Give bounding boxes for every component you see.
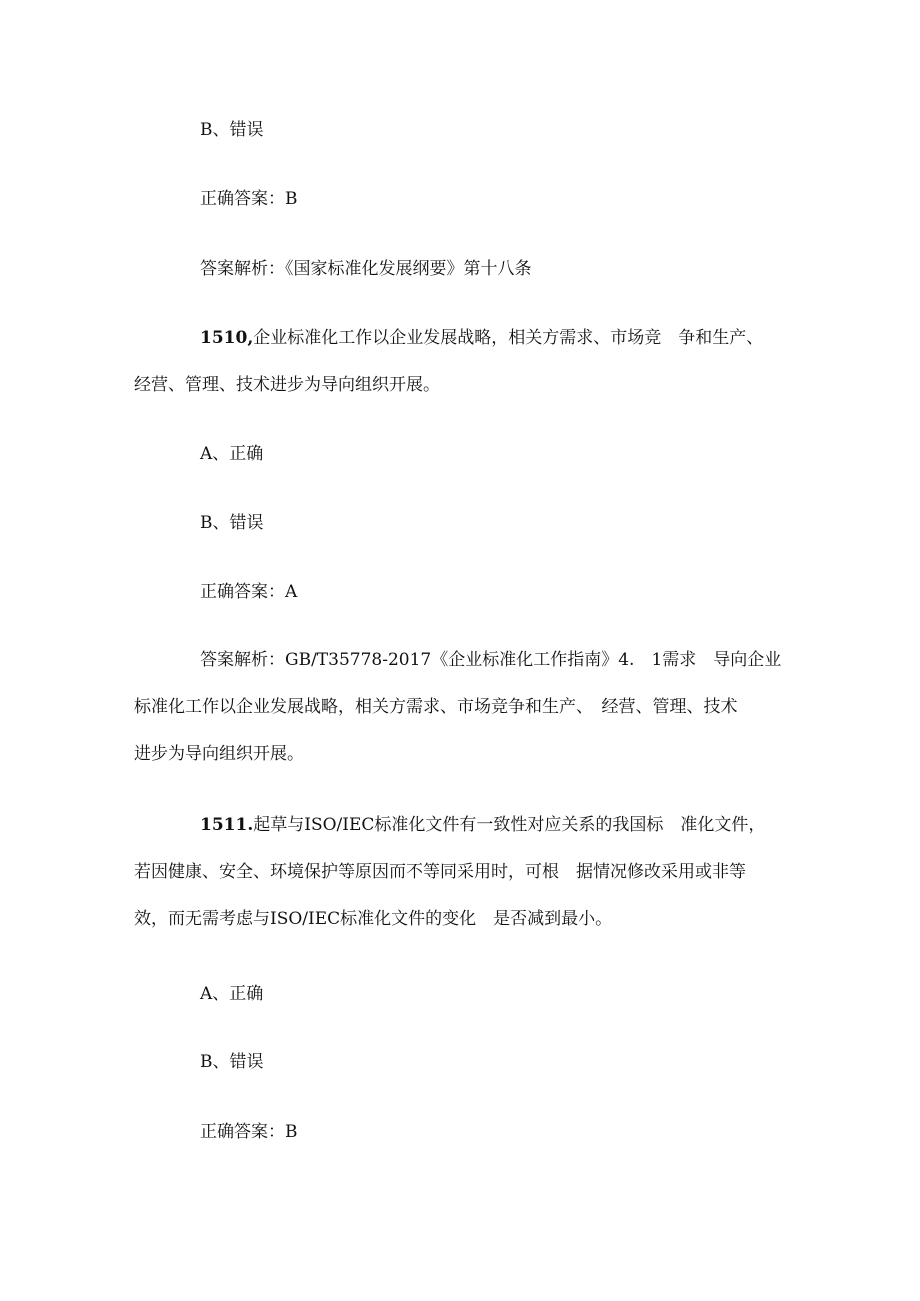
question-text-line: 经营、管理、技术进步为导向组织开展。	[134, 375, 440, 395]
question-1511	[134, 802, 794, 943]
correct-answer: 正确答案：B	[200, 189, 298, 209]
explanation-text-line: 答案解析：GB/T35778-2017《企业标准化工作指南》4. 1需求 导向企业	[200, 650, 782, 670]
explanation-text-line: 标准化工作以企业发展战略，相关方需求、市场竞争和生产、 经营、管理、技术	[134, 697, 738, 717]
question-first-line	[134, 802, 794, 849]
question-1510	[134, 315, 794, 409]
option-b: B、错误	[200, 513, 264, 533]
question-text-line: 效，而无需考虑与ISO/IEC标准化文件的变化 是否减到最小。	[134, 909, 613, 929]
option-a: A、正确	[200, 984, 264, 1004]
option-b: B、错误	[200, 1052, 264, 1072]
answer-explanation-1510	[134, 637, 794, 778]
question-first-line	[134, 315, 794, 362]
question-text-line: 若因健康、安全、环境保护等原因而不等同采用时，可根 据情况修改采用或非等	[134, 862, 746, 882]
question-text-line: 起草与ISO/IEC标准化文件有一致性对应关系的我国标 准化文件，	[253, 815, 766, 835]
question-number: 1510,	[200, 328, 254, 348]
option-a: A、正确	[200, 444, 264, 464]
question-number: 1511.	[200, 815, 254, 835]
correct-answer: 正确答案：A	[200, 582, 298, 602]
explanation-text-line: 进步为导向组织开展。	[134, 744, 304, 764]
option-b: B、错误	[200, 120, 264, 140]
answer-explanation: 答案解析：《国家标准化发展纲要》第十八条	[200, 259, 532, 279]
question-text-line: 企业标准化工作以企业发展战略，相关方需求、市场竞 争和生产、	[253, 328, 764, 348]
correct-answer: 正确答案：B	[200, 1122, 298, 1142]
